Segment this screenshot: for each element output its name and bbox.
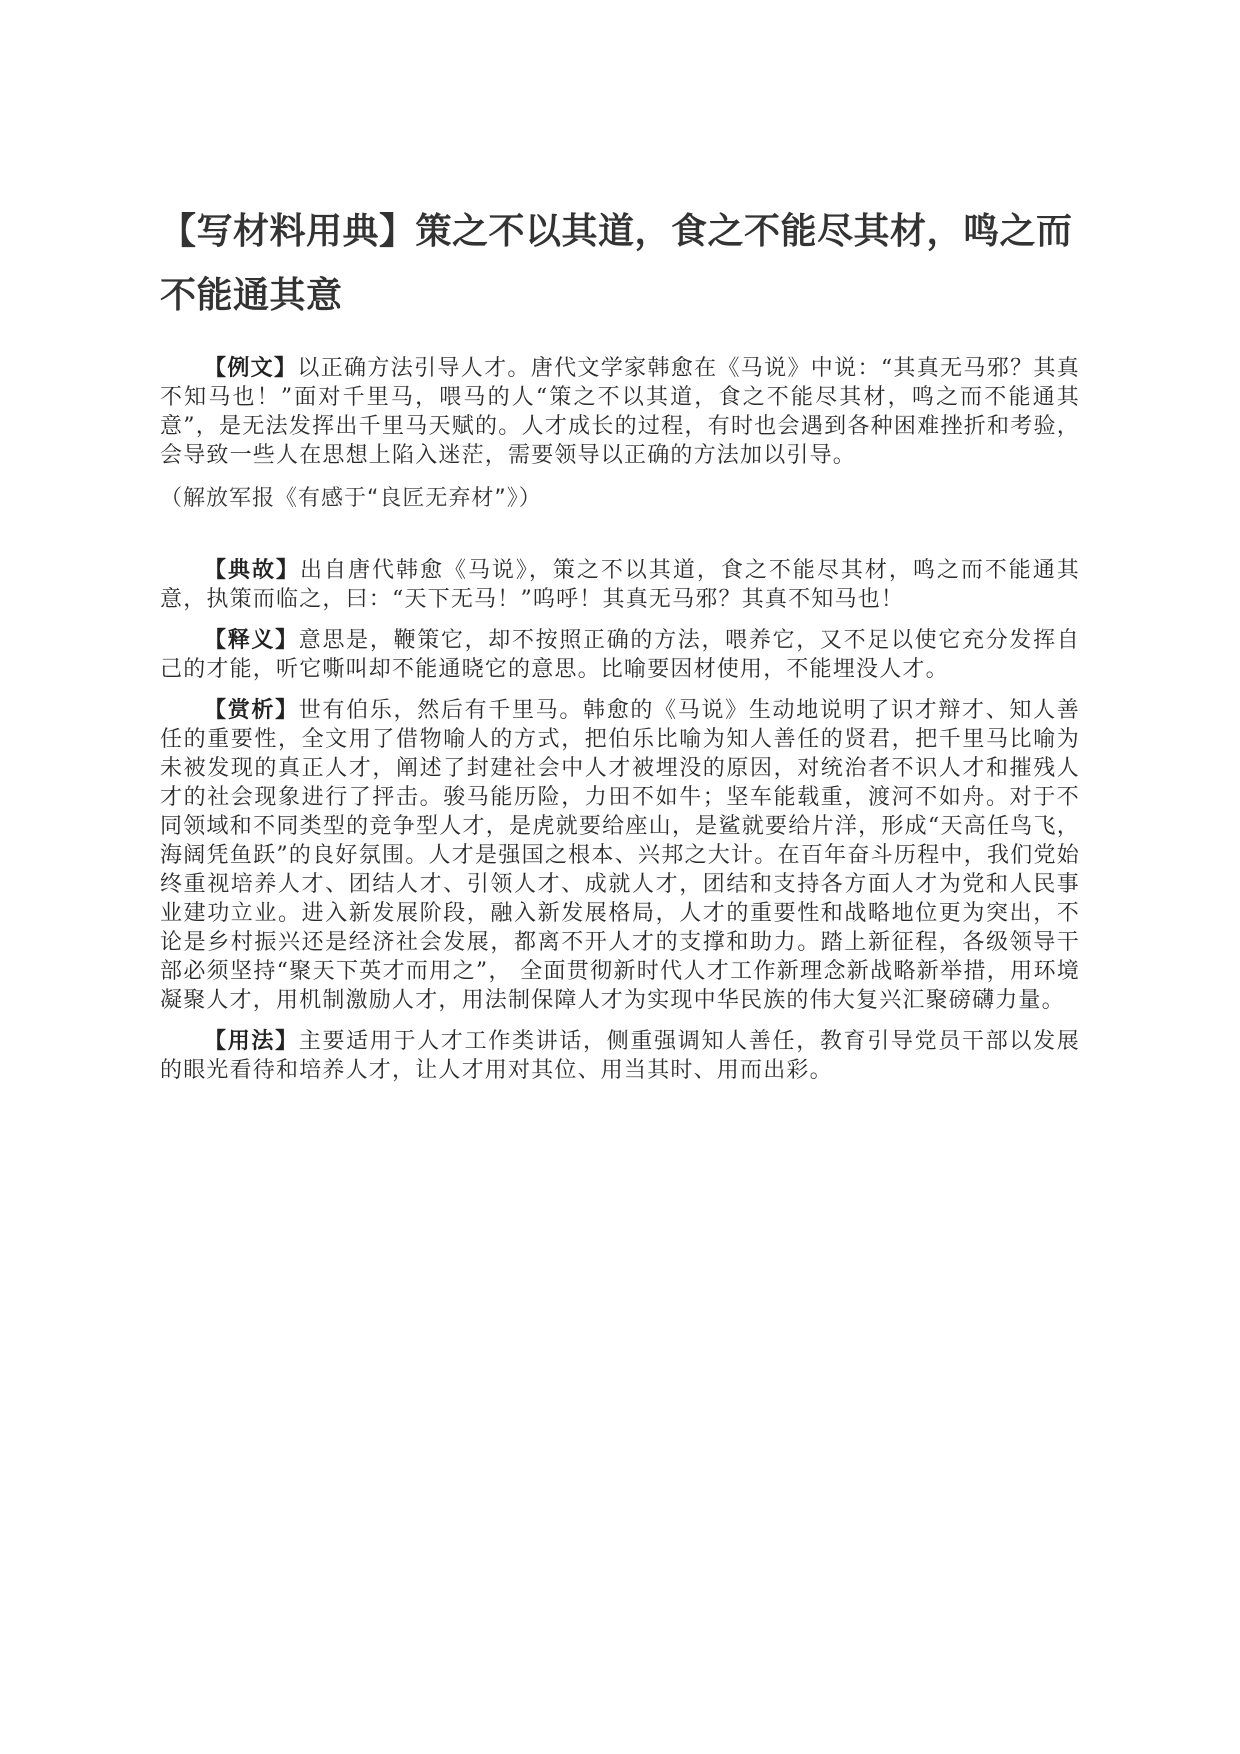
allusion-paragraph (160, 556, 1080, 614)
document-content (160, 200, 1080, 1085)
usage-label: 【用法】 (204, 1029, 299, 1054)
allusion-label: 【典故】 (204, 558, 300, 583)
meaning-text: 意思是，鞭策它，却不按照正确的方法，喂养它，又不足以使它充分发挥自己的才能，听它嘶叫却不能通晓它的意思。比喻要因材使用，不能埋没人才。 (160, 628, 1080, 682)
example-text: 以正确方法引导人才。唐代文学家韩愈在《马说》中说：“其真无马邪？其真不知马也！”面对千里马，喂马的人“策之不以其道，食之不能尽其材，鸣之而不能通其意”，是无法发挥出千里马天赋的。人才成长的过程，有时也会遇到各种困难挫折和考验，会导致一些人在思想上陷入迷茫，需要领导以正确的方法加以引导。 (160, 356, 1080, 468)
usage-text: 主要适用于人才工作类讲话，侧重强调知人善任，教育引导党员干部以发展的眼光看待和培养人才，让人才用对其位、用当其时、用而出彩。 (160, 1029, 1080, 1083)
example-label: 【例文】 (204, 356, 298, 381)
usage-paragraph (160, 1027, 1080, 1085)
example-paragraph (160, 354, 1080, 470)
analysis-label: 【赏析】 (204, 698, 299, 723)
analysis-paragraph (160, 696, 1080, 1015)
analysis-text: 世有伯乐，然后有千里马。韩愈的《马说》生动地说明了识才辩才、知人善任的重要性，全文用了借物喻人的方式，把伯乐比喻为知人善任的贤君，把千里马比喻为未被发现的真正人才，阐述了封建社会中人才被埋没的原因，对统治者不识人才和摧残人才的社会现象进行了抨击。骏马能历险，力田不如牛；坚车能载重，渡河不如舟。对于不同领域和不同类型的竞争型人才，是虎就要给座山，是鲨就要给片洋，形成“天高任鸟飞，海阔凭鱼跃”的良好氛围。人才是强国之根本、兴邦之大计。在百年奋斗历程中，我们党始终重视培养人才、团结人才、引领人才、成就人才，团结和支持各方面人才为党和人民事业建功立业。进入新发展阶段，融入新发展格局，人才的重要性和战略地位更为突出，不论是乡村振兴还是经济社会发展，都离不开人才的支撑和助力。踏上新征程，各级领导干部必须坚持“聚天下英才而用之”， 全面贯彻新时代人才工作新理念新战略新举措，用环境凝聚人才，用机制激励人才，用法制保障人才为实现中华民族的伟大复兴汇聚磅礴力量。 (160, 698, 1080, 1013)
meaning-paragraph (160, 626, 1080, 684)
document-title: 【写材料用典】策之不以其道，食之不能尽其材，鸣之而不能通其意 (160, 211, 1073, 316)
allusion-text: 出自唐代韩愈《马说》，策之不以其道，食之不能尽其材，鸣之而不能通其意，执策而临之，曰：“天下无马！”呜呼！其真无马邪？其真不知马也！ (160, 558, 1080, 612)
meaning-label: 【释义】 (204, 628, 299, 653)
example-source: （解放军报《有感于“良匠无弃材”》） (160, 486, 542, 511)
